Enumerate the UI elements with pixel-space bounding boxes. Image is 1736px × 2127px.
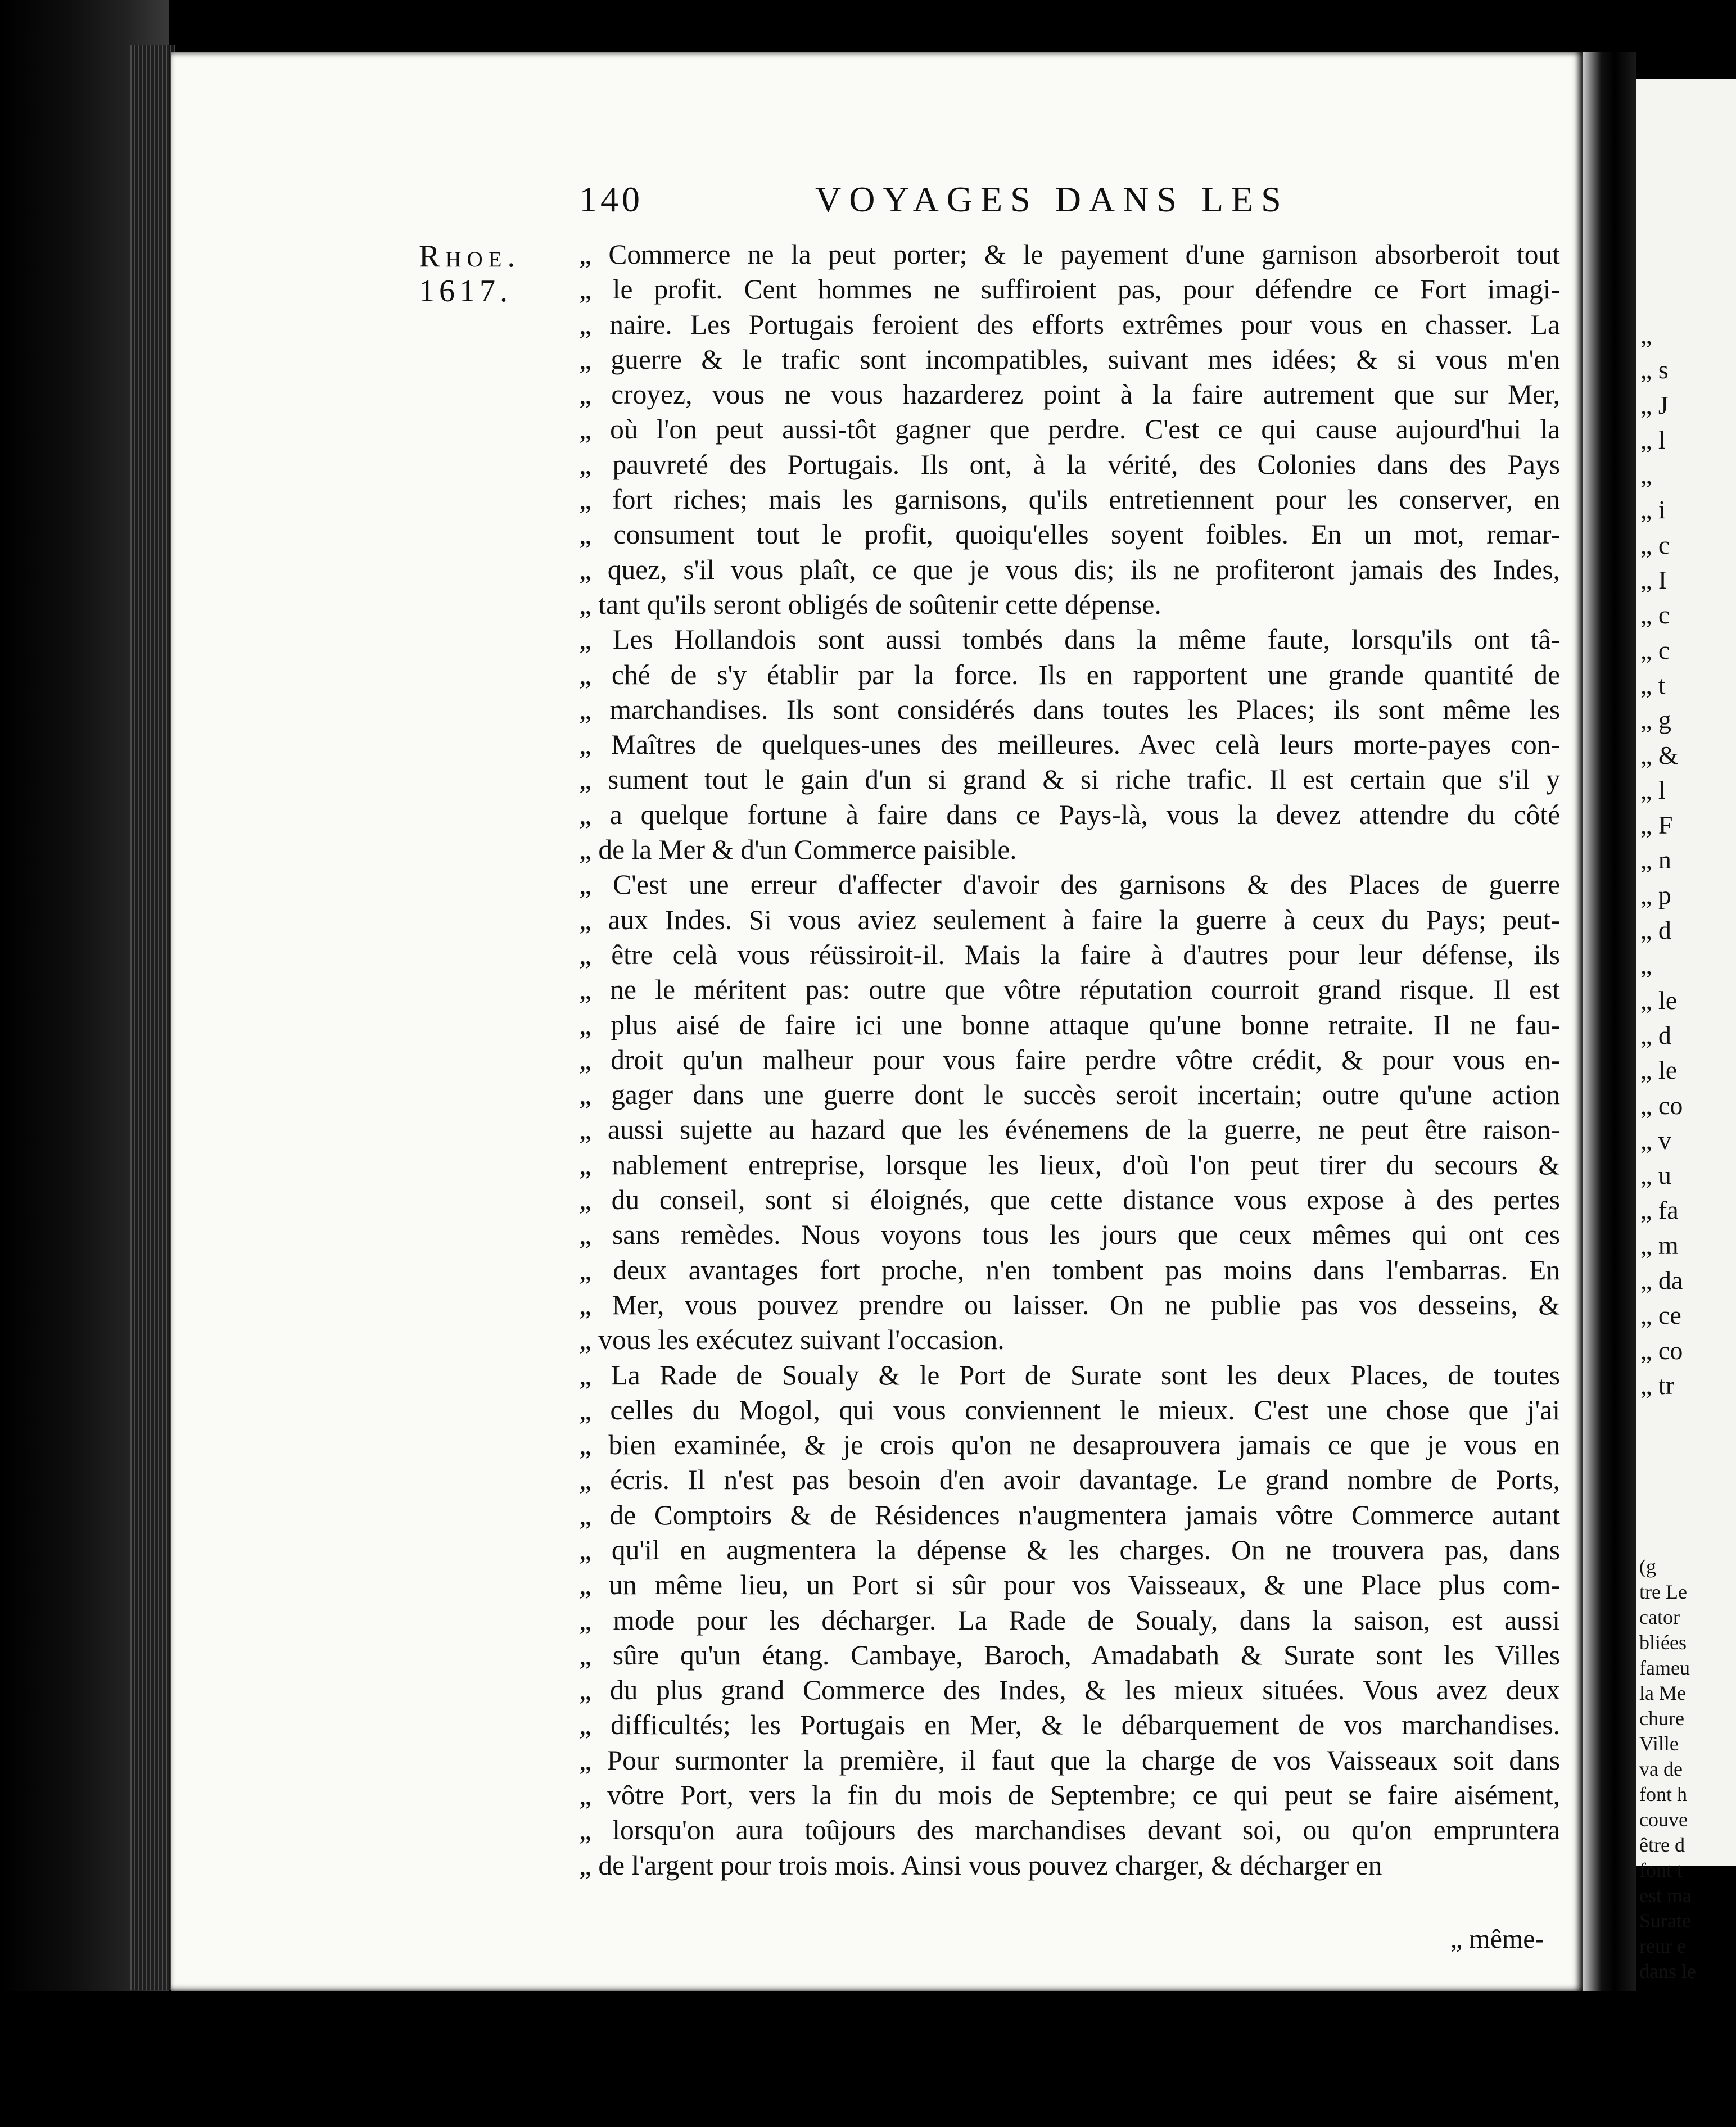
- right-page-note-fragment: font h: [1639, 1783, 1687, 1805]
- text-line: „ sument tout le gain d'un si grand & si riche trafic. Il est certain que s'il y: [579, 764, 1560, 795]
- right-page-note-fragment: être d: [1639, 1834, 1685, 1856]
- text-line: „ Mer, vous pouvez prendre ou laisser. On ne publie pas vos desseins, &: [579, 1289, 1560, 1320]
- text-line: „ Commerce ne la peut porter; & le payement d'une garnison absorberoit tout: [579, 239, 1560, 270]
- text-line: „ naire. Les Portugais feroient des efforts extrêmes pour vous en chasser. La: [579, 309, 1560, 340]
- text-line: „ le profit. Cent hommes ne suffiroient pas, pour défendre ce Fort imagi-: [579, 274, 1560, 305]
- text-line: „ Pour surmonter la première, il faut que la charge de vos Vaisseaux soit dans: [579, 1744, 1560, 1776]
- right-page-line-fragment: „ c: [1640, 600, 1670, 630]
- right-page-line-fragment: „ m: [1640, 1230, 1679, 1260]
- right-page-line-fragment: „ F: [1640, 811, 1673, 840]
- text-line: „ ne le méritent pas: outre que vôtre réputation courroit grand risque. Il est: [579, 974, 1560, 1006]
- right-page-note-fragment: est ma: [1639, 1884, 1692, 1907]
- right-page-note-fragment: va de: [1639, 1758, 1683, 1780]
- text-line: „ fort riches; mais les garnisons, qu'ils entretiennent pour les conserver, en: [579, 484, 1560, 515]
- text-line: „ a quelque fortune à faire dans ce Pays-là, vous la devez attendre du côté: [579, 799, 1560, 830]
- text-line: „ C'est une erreur d'affecter d'avoir des garnisons & des Places de guerre: [579, 869, 1560, 900]
- text-line: „ mode pour les décharger. La Rade de Soualy, dans la saison, est aussi: [579, 1604, 1560, 1636]
- page-number: 140: [579, 179, 643, 219]
- right-page-line-fragment: „ tr: [1640, 1370, 1675, 1400]
- right-page-line-fragment: „ n: [1640, 845, 1671, 875]
- right-page-line-fragment: „ p: [1640, 880, 1671, 909]
- text-line: „ du conseil, sont si éloignés, que cette distance vous expose à des pertes: [579, 1184, 1560, 1216]
- text-line: „ de la Mer & d'un Commerce paisible.: [579, 834, 1017, 866]
- text-line: „ aux Indes. Si vous aviez seulement à faire la guerre à ceux du Pays; peut-: [579, 904, 1560, 935]
- scanner-frame-bottom: [0, 1991, 1736, 2127]
- right-page-line-fragment: „ le: [1640, 1056, 1678, 1085]
- text-line: „ Maîtres de quelques-unes des meilleures. Avec celà leurs morte-payes con-: [579, 729, 1560, 761]
- text-line: „ celles du Mogol, qui vous conviennent le mieux. C'est une chose que j'ai: [579, 1394, 1560, 1425]
- text-line: „ vôtre Port, vers la fin du mois de Septembre; ce qui peut se faire aisément,: [579, 1780, 1560, 1811]
- text-line: „ où l'on peut aussi-tôt gagner que perdre. C'est ce qui cause aujourd'hui la: [579, 414, 1560, 445]
- text-line: „ écris. Il n'est pas besoin d'en avoir davantage. Le grand nombre de Ports,: [579, 1464, 1560, 1496]
- text-line: „ de l'argent pour trois mois. Ainsi vous pouvez charger, & décharger en: [579, 1849, 1382, 1881]
- right-page-line-fragment: „ I: [1640, 565, 1667, 595]
- text-line: „ tant qu'ils seront obligés de soûtenir cette dépense.: [579, 589, 1161, 620]
- right-page-fragment: [1636, 79, 1736, 1983]
- right-page-line-fragment: „ le: [1640, 985, 1678, 1015]
- text-line: „ quez, s'il vous plaît, ce que je vous dis; ils ne profiteront jamais des Indes,: [579, 554, 1560, 585]
- text-line: „ sûre qu'un étang. Cambaye, Baroch, Amadabath & Surate sont les Villes: [579, 1639, 1560, 1671]
- right-page-line-fragment: „ da: [1640, 1266, 1683, 1295]
- text-line: „ pauvreté des Portugais. Ils ont, à la vérité, des Colonies dans des Pays: [579, 449, 1560, 480]
- right-page-line-fragment: „ t: [1640, 670, 1666, 699]
- right-page-line-fragment: „ l: [1640, 775, 1666, 804]
- text-line: „ guerre & le trafic sont incompatibles, suivant mes idées; & si vous m'en: [579, 343, 1560, 375]
- right-page-footnote-column: [1639, 1554, 1735, 1984]
- text-line: „ Les Hollandois sont aussi tombés dans la même faute, lorsqu'ils ont tâ-: [579, 624, 1560, 655]
- right-page-line-fragment: „ d: [1640, 1020, 1671, 1049]
- text-line: „ La Rade de Soualy & le Port de Surate sont les deux Places, de toutes: [579, 1359, 1560, 1391]
- text-line: „ marchandises. Ils sont considérés dans toutes les Places; ils sont même les: [579, 694, 1560, 725]
- right-page-line-fragment: „: [1640, 460, 1652, 490]
- right-page-line-fragment: „ g: [1640, 705, 1671, 735]
- right-page-note-fragment: couve: [1639, 1808, 1688, 1831]
- right-page-note-fragment: dans le: [1639, 1960, 1696, 1983]
- right-page-line-fragment: „ &: [1640, 740, 1679, 770]
- right-page-line-fragment: „ c: [1640, 530, 1670, 559]
- running-title: VOYAGES DANS LES: [815, 179, 1289, 219]
- body-text: [579, 237, 1560, 1883]
- right-page-note-fragment: Surate: [1639, 1909, 1691, 1932]
- text-line: „ aussi sujette au hazard que les événemens de la guerre, ne peut être raison-: [579, 1114, 1560, 1146]
- text-line: „ sans remèdes. Nous voyons tous les jours que ceux mêmes qui ont ces: [579, 1219, 1560, 1251]
- right-page-line-fragment: „ d: [1640, 916, 1671, 945]
- right-page-line-fragment: „ J: [1640, 390, 1669, 419]
- right-page-line-fragment: „ c: [1640, 635, 1670, 664]
- right-page-line-fragment: „ i: [1640, 495, 1666, 524]
- right-page-note-fragment: reur e: [1639, 1935, 1686, 1957]
- text-line: „ plus aisé de faire ici une bonne attaque qu'une bonne retraite. Il ne fau-: [579, 1009, 1560, 1040]
- right-page-line-fragment: „ s: [1640, 355, 1669, 384]
- text-line: „ vous les exécutez suivant l'occasion.: [579, 1324, 1005, 1356]
- right-page-line-fragment: „ co: [1640, 1336, 1683, 1365]
- text-line: „ qu'il en augmentera la dépense & les charges. On ne trouvera pas, dans: [579, 1534, 1560, 1565]
- right-page-line-fragment: „ v: [1640, 1125, 1671, 1155]
- right-page-note-fragment: font t: [1639, 1859, 1683, 1881]
- right-page-note-fragment: tre Le: [1639, 1581, 1687, 1603]
- right-page-line-fragment: „ l: [1640, 425, 1666, 454]
- text-line: „ droit qu'un malheur pour vous faire perdre vôtre crédit, & pour vous en-: [579, 1044, 1560, 1075]
- right-page-note-fragment: cator: [1639, 1606, 1680, 1628]
- text-line: „ ché de s'y établir par la force. Ils en rapportent une grande quantité de: [579, 659, 1560, 690]
- right-page-line-fragment: „: [1640, 951, 1652, 980]
- text-line: „ bien examinée, & je crois qu'on ne desaprouvera jamais ce que je vous en: [579, 1429, 1560, 1461]
- right-page-line-fragment: „: [1640, 320, 1652, 349]
- text-line: „ lorsqu'on aura toûjours des marchandises devant soi, ou qu'on empruntera: [579, 1814, 1560, 1846]
- right-page-note-fragment: (g: [1639, 1555, 1656, 1578]
- right-page-note-fragment: fameu: [1639, 1657, 1690, 1679]
- text-line: „ de Comptoirs & de Résidences n'augmentera jamais vôtre Commerce autant: [579, 1499, 1560, 1531]
- right-page-note-fragment: bliées: [1639, 1631, 1687, 1654]
- text-line: „ du plus grand Commerce des Indes, & les mieux situées. Vous avez deux: [579, 1675, 1560, 1706]
- right-page-note-fragment: chure: [1639, 1707, 1684, 1730]
- margin-note: [419, 239, 554, 309]
- text-line: „ difficultés; les Portugais en Mer, & le débarquement de vos marchandises.: [579, 1709, 1560, 1741]
- right-page-line-fragment: „ fa: [1640, 1196, 1679, 1225]
- margin-year: 1617.: [419, 274, 512, 309]
- right-page-line-fragment: „ co: [1640, 1090, 1683, 1120]
- text-line: „ deux avantages fort proche, n'en tombent pas moins dans l'embarras. En: [579, 1254, 1560, 1286]
- right-page-line-fragment: „ u: [1640, 1161, 1671, 1190]
- text-line: „ consument tout le profit, quoiqu'elles soyent foibles. En un mot, remar-: [579, 519, 1560, 550]
- book-gutter: [1583, 52, 1636, 1991]
- page-header: [573, 179, 1360, 229]
- text-line: „ nablement entreprise, lorsque les lieux, d'où l'on peut tirer du secours &: [579, 1149, 1560, 1180]
- text-line: „ croyez, vous ne vous hazarderez point à la faire autrement que sur Mer,: [579, 379, 1560, 410]
- margin-author: Rhoe.: [419, 239, 521, 274]
- right-page-line-fragment: „ ce: [1640, 1301, 1681, 1330]
- catchword: „ même-: [1450, 1924, 1544, 1954]
- book-page-edges: [130, 45, 175, 1990]
- text-line: „ un même lieu, un Port si sûr pour vos Vaisseaux, & une Place plus com-: [579, 1569, 1560, 1601]
- text-line: „ gager dans une guerre dont le succès seroit incertain; outre qu'une action: [579, 1079, 1560, 1111]
- right-page-quote-column: [1640, 318, 1736, 1403]
- text-line: „ être celà vous réüssiroit-il. Mais la faire à d'autres pour leur défense, ils: [579, 939, 1560, 970]
- right-page-note-fragment: la Me: [1639, 1682, 1686, 1704]
- right-page-note-fragment: Ville: [1639, 1732, 1679, 1755]
